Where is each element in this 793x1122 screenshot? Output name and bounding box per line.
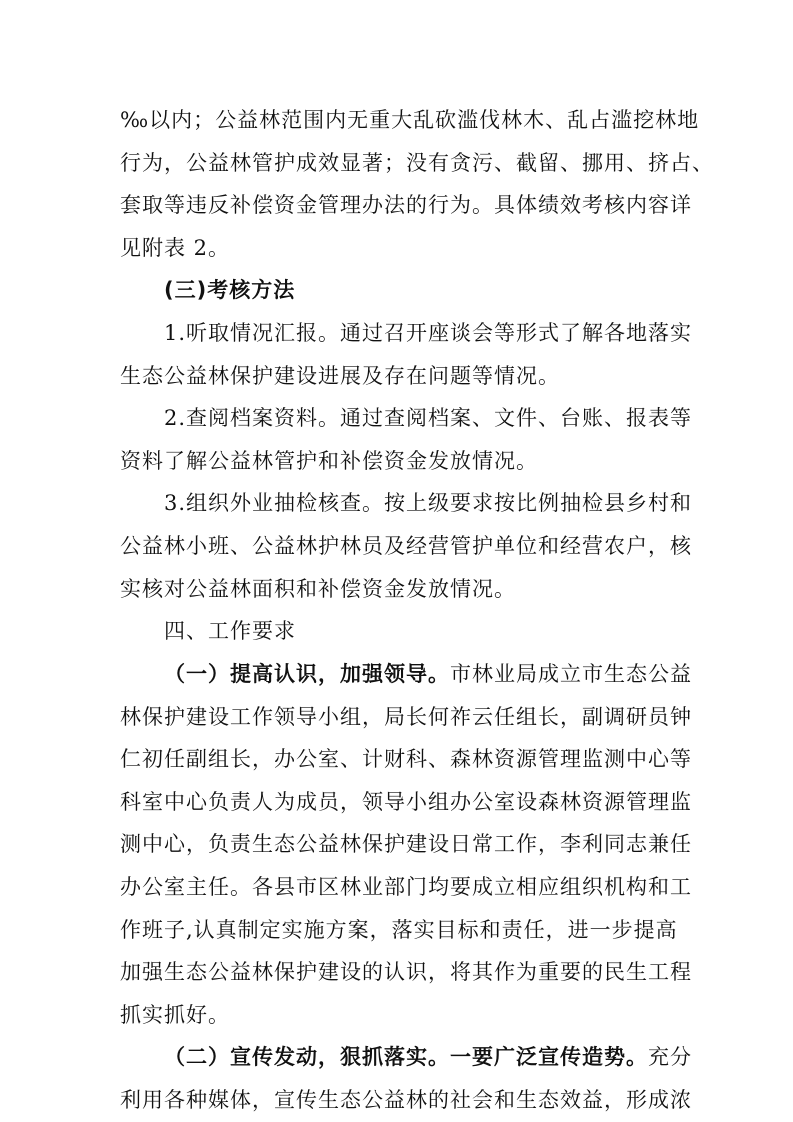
body-text-line (164, 1045, 692, 1069)
body-text-line: 作班子,认真制定实施方案，落实目标和责任，进一步提高 (120, 918, 678, 942)
body-text-line: 测中心，负责生态公益林保护建设日常工作，李利同志兼任 (120, 832, 692, 856)
body-text-line: ‰以内；公益林范围内无重大乱砍滥伐林木、乱占滥挖林地 (120, 108, 700, 132)
subsection-text-tail: 充分 (648, 1045, 692, 1069)
body-text-line: 1.听取情况汇报。通过召开座谈会等形式了解各地落实 (164, 321, 693, 345)
body-text-line: 林保护建设工作领导小组，局长何祚云任组长，副调研员钟 (120, 705, 692, 729)
body-text-line: 抓实抓好。 (120, 1003, 230, 1027)
subsection-emphasis: 一要广泛宣传造势。 (450, 1044, 648, 1069)
body-text-line: 仁初任副组长，办公室、计财科、森林资源管理监测中心等 (120, 747, 692, 771)
body-text-line: 行为，公益林管护成效显著；没有贪污、截留、挪用、挤占、 (120, 151, 714, 175)
body-text-line: 3.组织外业抽检核查。按上级要求按比例抽检县乡村和 (164, 491, 693, 515)
body-text-line: 2.查阅档案资料。通过查阅档案、文件、台账、报表等 (164, 406, 693, 430)
body-text-line: 办公室主任。各县市区林业部门均要成立相应组织机构和工 (120, 875, 692, 899)
body-text-line (164, 662, 692, 686)
section-heading-requirements: 四、工作要求 (164, 619, 296, 643)
subsection-marker-two: （二） (164, 1044, 230, 1069)
section-heading-method: (三)考核方法 (164, 278, 296, 302)
subsection-title-one: 提高认识，加强领导。 (230, 661, 450, 686)
body-text-line: 实核对公益林面积和补偿资金发放情况。 (120, 577, 516, 601)
body-text-line: 加强生态公益林保护建设的认识，将其作为重要的民生工程 (120, 960, 692, 984)
body-text-line: 套取等违反补偿资金管理办法的行为。具体绩效考核内容详 (120, 193, 692, 217)
body-text-line: 见附表 2。 (120, 236, 231, 260)
body-text-line: 生态公益林保护建设进展及存在问题等情况。 (120, 364, 560, 388)
body-text-line: 资料了解公益林管护和补偿资金发放情况。 (120, 449, 538, 473)
subsection-text-start: 市林业局成立市生态公益 (450, 662, 692, 686)
body-text-line: 科室中心负责人为成员，领导小组办公室设森林资源管理监 (120, 790, 692, 814)
body-text-line: 公益林小班、公益林护林员及经营管护单位和经营农户，核 (120, 534, 692, 558)
subsection-marker-one: （一） (164, 661, 230, 686)
body-text-line: 利用各种媒体，宣传生态公益林的社会和生态效益，形成浓 (120, 1088, 692, 1112)
subsection-title-two: 宣传发动，狠抓落实。 (230, 1044, 450, 1069)
